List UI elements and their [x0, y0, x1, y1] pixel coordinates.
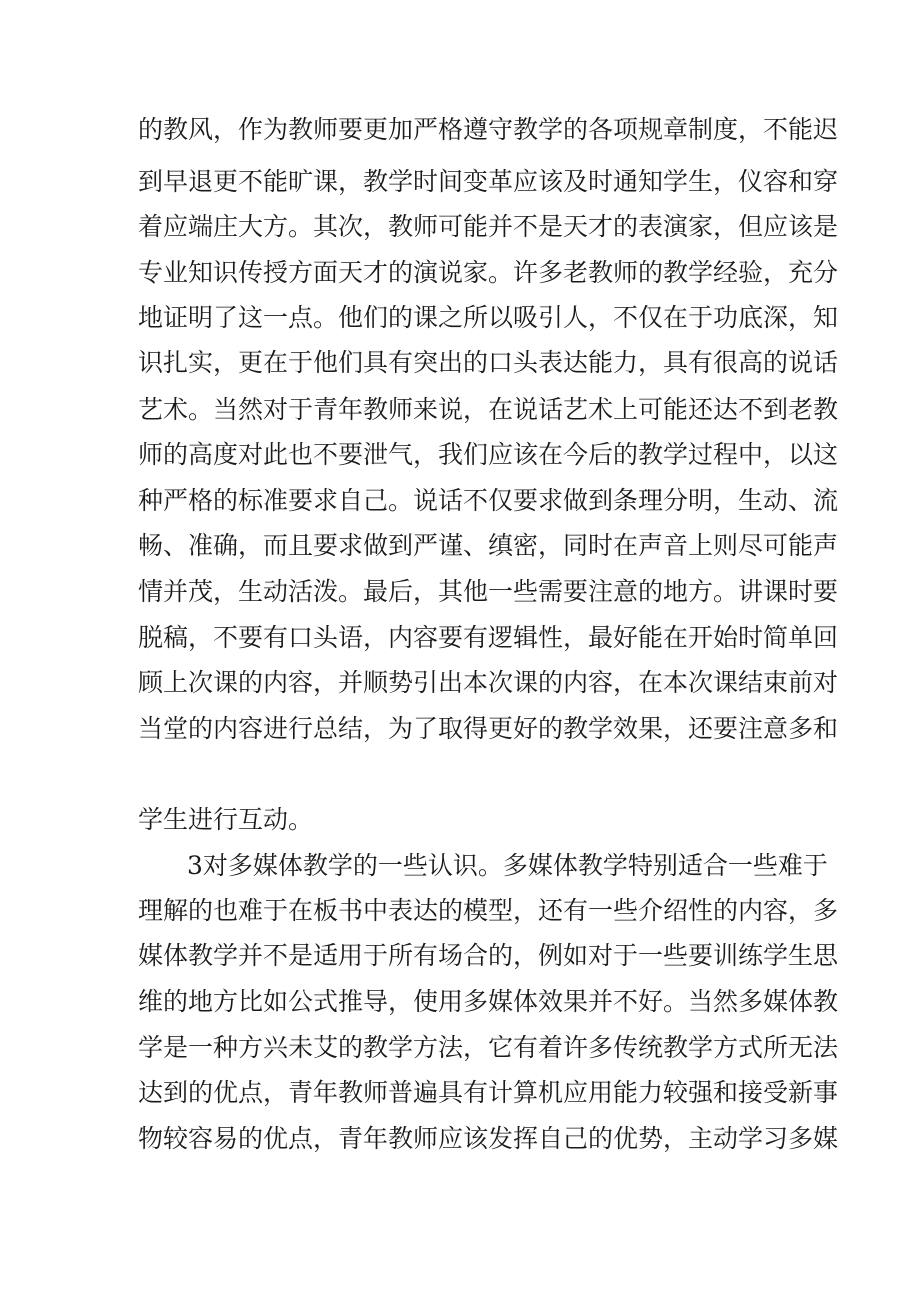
paragraph-1-line-5: 地证明了这一点。他们的课之所以吸引人，不仅在于功底深，知 — [138, 303, 839, 332]
paragraph-1-line-12: 脱稿，不要有口头语，内容要有逻辑性，最好能在开始时简单回 — [138, 623, 839, 652]
paragraph-2-line-7: 物较容易的优点，青年教师应该发挥自己的优势，主动学习多媒 — [138, 1124, 839, 1153]
paragraph-1-line-2: 到早退更不能旷课，教学时间变革应该及时通知学生，仪容和穿 — [138, 167, 839, 196]
paragraph-2-line-4: 维的地方比如公式推导，使用多媒体效果并不好。当然多媒体教 — [138, 987, 839, 1016]
paragraph-1-line-3: 着应端庄大方。其次，教师可能并不是天才的表演家，但应该是 — [138, 212, 839, 241]
paragraph-1-line-14: 当堂的内容进行总结，为了取得更好的教学效果，还要注意多和 — [138, 714, 839, 743]
paragraph-2-line-5: 学是一种方兴未艾的教学方法，它有着许多传统教学方式所无法 — [138, 1033, 839, 1062]
paragraph-2-line-1: 3对多媒体教学的一些认识。多媒体教学特别适合一些难于 — [187, 851, 828, 880]
paragraph-1-line-13: 顾上次课的内容，并顺势引出本次课的内容，在本次课结束前对 — [138, 668, 839, 697]
paragraph-1-line-10: 畅、准确，而且要求做到严谨、缜密，同时在声音上则尽可能声 — [138, 531, 839, 560]
paragraph-1-line-6: 识扎实，更在于他们具有突出的口头表达能力，具有很高的说话 — [138, 348, 839, 377]
paragraph-1-line-11: 情并茂，生动活泼。最后，其他一些需要注意的地方。讲课时要 — [138, 577, 839, 606]
paragraph-1-line-7: 艺术。当然对于青年教师来说，在说话艺术上可能还达不到老教 — [138, 395, 839, 424]
paragraph-1-line-15: 学生进行互动。 — [138, 805, 314, 834]
paragraph-1-line-1: 的教风，作为教师要更加严格遵守教学的各项规章制度，不能迟 — [138, 115, 839, 144]
paragraph-2-line-2: 理解的也难于在板书中表达的模型，还有一些介绍性的内容，多 — [138, 896, 839, 925]
paragraph-1-line-4: 专业知识传授方面天才的演说家。许多老教师的教学经验，充分 — [138, 258, 839, 287]
paragraph-1-line-9: 种严格的标准要求自己。说话不仅要求做到条理分明，生动、流 — [138, 486, 839, 515]
paragraph-1-line-8: 师的高度对此也不要泄气，我们应该在今后的教学过程中，以这 — [138, 440, 839, 469]
paragraph-2-line-3: 媒体教学并不是适用于所有场合的，例如对于一些要训练学生思 — [138, 941, 839, 970]
paragraph-2-line-6: 达到的优点，青年教师普遍具有计算机应用能力较强和接受新事 — [138, 1078, 839, 1107]
